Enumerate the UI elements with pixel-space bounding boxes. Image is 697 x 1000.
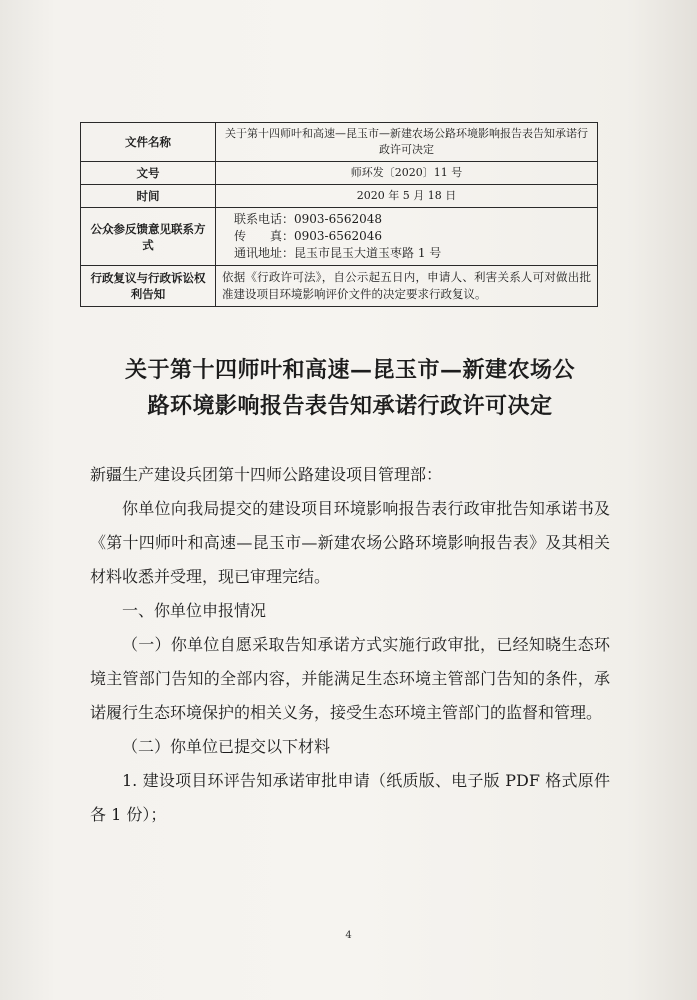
page-number: 4 bbox=[345, 930, 352, 941]
file-name-label: 文件名称 bbox=[81, 123, 216, 162]
salutation: 新疆生产建设兵团第十四师公路建设项目管理部： bbox=[90, 465, 443, 484]
title-line-2: 路环境影响报告表告知承诺行政许可决定 bbox=[147, 393, 553, 419]
contact-value bbox=[216, 208, 598, 266]
contact-fax: 传 真：0903-6562046 bbox=[234, 229, 383, 243]
contact-address: 通讯地址：昆玉市昆玉大道玉枣路 1 号 bbox=[234, 246, 442, 260]
info-table bbox=[80, 122, 598, 307]
table-row bbox=[81, 266, 598, 307]
doc-number-label: 文号 bbox=[81, 162, 216, 185]
time-label: 时间 bbox=[81, 185, 216, 208]
document-title bbox=[60, 352, 640, 424]
document-body bbox=[90, 458, 610, 832]
doc-number-value: 师环发〔2020〕11 号 bbox=[216, 162, 598, 185]
time-value: 2020 年 5 月 18 日 bbox=[216, 185, 598, 208]
table-row bbox=[81, 185, 598, 208]
contact-phone: 联系电话：0903-6562048 bbox=[234, 212, 383, 226]
section-heading: 一、你单位申报情况 bbox=[122, 601, 267, 620]
table-row bbox=[81, 162, 598, 185]
paragraph-item-2: （二）你单位已提交以下材料 bbox=[122, 737, 331, 756]
table-row bbox=[81, 208, 598, 266]
table-row bbox=[81, 123, 598, 162]
contact-label: 公众参反馈意见联系方式 bbox=[81, 208, 216, 266]
title-line-1: 关于第十四师叶和高速—昆玉市—新建农场公 bbox=[124, 357, 575, 383]
paragraph-item-1: （一）你单位自愿采取告知承诺方式实施行政审批，已经知晓生态环境主管部门告知的全部内容，并能满足生态环境主管部门告知的条件，承诺履行生态环境保护的相关义务，接受生态环境主管部门的监督和管理。 bbox=[90, 635, 610, 722]
paragraph-list-1: 1. 建设项目环评告知承诺审批申请（纸质版、电子版 PDF 格式原件各 1 份）； bbox=[90, 771, 610, 824]
paragraph-intro: 你单位向我局提交的建设项目环境影响报告表行政审批告知承诺书及《第十四师叶和高速—昆玉市—新建农场公路环境影响报告表》及其相关材料收悉并受理，现已审理完结。 bbox=[90, 499, 610, 586]
review-label: 行政复议与行政诉讼权利告知 bbox=[81, 266, 216, 307]
review-value: 依据《行政许可法》，自公示起五日内，申请人、利害关系人可对做出批准建设项目环境影响评价文件的决定要求行政复议。 bbox=[216, 266, 598, 307]
file-name-value: 关于第十四师叶和高速—昆玉市—新建农场公路环境影响报告表告知承诺行政许可决定 bbox=[216, 123, 598, 162]
